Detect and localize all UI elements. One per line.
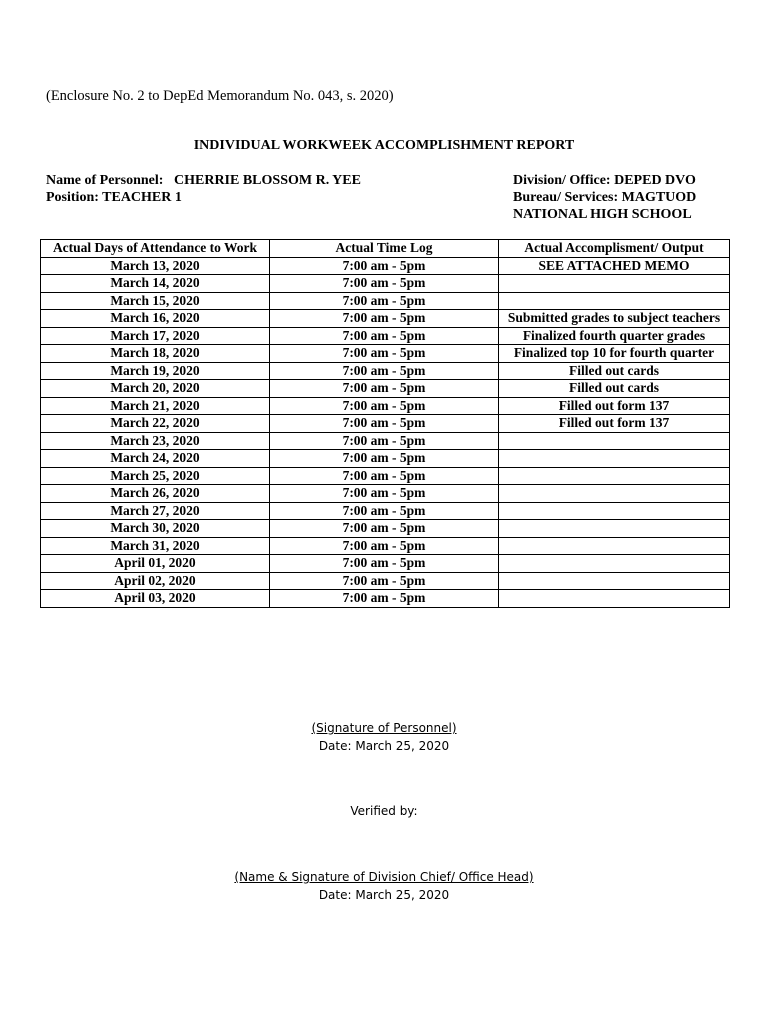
personnel-name-value: CHERRIE BLOSSOM R. YEE bbox=[174, 173, 361, 188]
cell-date: March 31, 2020 bbox=[41, 537, 270, 555]
cell-time-log: 7:00 am - 5pm bbox=[270, 590, 499, 608]
cell-output: Finalized fourth quarter grades bbox=[499, 327, 730, 345]
verified-block bbox=[0, 802, 768, 820]
bureau-label: Bureau/ Services: bbox=[513, 190, 619, 205]
personnel-name-label: Name of Personnel: bbox=[46, 173, 164, 188]
personnel-signature-label: (Signature of Personnel) bbox=[311, 721, 457, 735]
table-row bbox=[41, 397, 730, 415]
table-row bbox=[41, 310, 730, 328]
table-row bbox=[41, 537, 730, 555]
table-row bbox=[41, 432, 730, 450]
personnel-info bbox=[46, 172, 361, 206]
cell-date: March 19, 2020 bbox=[41, 362, 270, 380]
cell-output bbox=[499, 485, 730, 503]
table-row bbox=[41, 590, 730, 608]
cell-output: Filled out form 137 bbox=[499, 415, 730, 433]
cell-output: Submitted grades to subject teachers bbox=[499, 310, 730, 328]
cell-date: March 16, 2020 bbox=[41, 310, 270, 328]
chief-signature-label: (Name & Signature of Division Chief/ Office Head) bbox=[234, 870, 534, 884]
cell-time-log: 7:00 am - 5pm bbox=[270, 345, 499, 363]
personnel-signature-block bbox=[0, 719, 768, 755]
cell-date: March 20, 2020 bbox=[41, 380, 270, 398]
cell-output bbox=[499, 555, 730, 573]
cell-time-log: 7:00 am - 5pm bbox=[270, 257, 499, 275]
cell-date: March 23, 2020 bbox=[41, 432, 270, 450]
cell-time-log: 7:00 am - 5pm bbox=[270, 292, 499, 310]
cell-output bbox=[499, 572, 730, 590]
cell-time-log: 7:00 am - 5pm bbox=[270, 380, 499, 398]
cell-output: Filled out form 137 bbox=[499, 397, 730, 415]
table-row bbox=[41, 485, 730, 503]
cell-date: March 21, 2020 bbox=[41, 397, 270, 415]
personnel-signature-date: Date: March 25, 2020 bbox=[318, 739, 450, 753]
cell-date: March 18, 2020 bbox=[41, 345, 270, 363]
cell-output bbox=[499, 537, 730, 555]
cell-time-log: 7:00 am - 5pm bbox=[270, 467, 499, 485]
table-row bbox=[41, 572, 730, 590]
cell-output bbox=[499, 450, 730, 468]
personnel-position-line bbox=[46, 189, 361, 206]
cell-date: April 01, 2020 bbox=[41, 555, 270, 573]
cell-date: March 17, 2020 bbox=[41, 327, 270, 345]
cell-date: March 15, 2020 bbox=[41, 292, 270, 310]
table-row bbox=[41, 362, 730, 380]
bureau-value-line2: NATIONAL HIGH SCHOOL bbox=[513, 207, 692, 222]
division-label: Division/ Office: bbox=[513, 173, 611, 188]
table-row bbox=[41, 327, 730, 345]
cell-output: Filled out cards bbox=[499, 362, 730, 380]
verified-label: Verified by: bbox=[350, 804, 418, 818]
cell-date: March 14, 2020 bbox=[41, 275, 270, 293]
cell-time-log: 7:00 am - 5pm bbox=[270, 485, 499, 503]
cell-output bbox=[499, 520, 730, 538]
cell-output bbox=[499, 502, 730, 520]
cell-time-log: 7:00 am - 5pm bbox=[270, 450, 499, 468]
table-row bbox=[41, 555, 730, 573]
cell-time-log: 7:00 am - 5pm bbox=[270, 415, 499, 433]
bureau-value: MAGTUOD bbox=[621, 190, 697, 205]
table-row bbox=[41, 345, 730, 363]
table-row bbox=[41, 380, 730, 398]
personnel-position-label: Position: bbox=[46, 190, 99, 205]
table-row bbox=[41, 292, 730, 310]
chief-signature-block bbox=[0, 868, 768, 904]
cell-time-log: 7:00 am - 5pm bbox=[270, 397, 499, 415]
cell-time-log: 7:00 am - 5pm bbox=[270, 310, 499, 328]
cell-time-log: 7:00 am - 5pm bbox=[270, 572, 499, 590]
header-time-log: Actual Time Log bbox=[270, 240, 499, 258]
cell-output: SEE ATTACHED MEMO bbox=[499, 257, 730, 275]
cell-date: March 13, 2020 bbox=[41, 257, 270, 275]
personnel-name-line bbox=[46, 172, 361, 189]
cell-date: March 26, 2020 bbox=[41, 485, 270, 503]
cell-output: Filled out cards bbox=[499, 380, 730, 398]
cell-time-log: 7:00 am - 5pm bbox=[270, 275, 499, 293]
table-row bbox=[41, 450, 730, 468]
cell-date: April 03, 2020 bbox=[41, 590, 270, 608]
personnel-position-value: TEACHER 1 bbox=[102, 190, 182, 205]
cell-date: March 30, 2020 bbox=[41, 520, 270, 538]
table-row bbox=[41, 502, 730, 520]
table-header-row bbox=[41, 240, 730, 258]
cell-time-log: 7:00 am - 5pm bbox=[270, 362, 499, 380]
cell-time-log: 7:00 am - 5pm bbox=[270, 432, 499, 450]
cell-date: March 27, 2020 bbox=[41, 502, 270, 520]
table-row bbox=[41, 467, 730, 485]
chief-signature-date: Date: March 25, 2020 bbox=[318, 888, 450, 902]
cell-time-log: 7:00 am - 5pm bbox=[270, 555, 499, 573]
enclosure-note: (Enclosure No. 2 to DepEd Memorandum No. 043, s. 2020) bbox=[46, 88, 394, 104]
table-row bbox=[41, 275, 730, 293]
header-output: Actual Accomplisment/ Output bbox=[499, 240, 730, 258]
cell-output bbox=[499, 275, 730, 293]
bureau-line bbox=[513, 189, 696, 206]
cell-time-log: 7:00 am - 5pm bbox=[270, 327, 499, 345]
table-body bbox=[41, 257, 730, 607]
cell-output bbox=[499, 432, 730, 450]
cell-date: March 22, 2020 bbox=[41, 415, 270, 433]
cell-date: March 24, 2020 bbox=[41, 450, 270, 468]
division-line bbox=[513, 172, 696, 189]
table-row bbox=[41, 257, 730, 275]
cell-output bbox=[499, 467, 730, 485]
cell-date: April 02, 2020 bbox=[41, 572, 270, 590]
cell-time-log: 7:00 am - 5pm bbox=[270, 502, 499, 520]
report-title: INDIVIDUAL WORKWEEK ACCOMPLISHMENT REPORT bbox=[193, 138, 575, 153]
cell-output: Finalized top 10 for fourth quarter bbox=[499, 345, 730, 363]
cell-output bbox=[499, 292, 730, 310]
attendance-table bbox=[40, 239, 730, 608]
header-days: Actual Days of Attendance to Work bbox=[41, 240, 270, 258]
table-row bbox=[41, 520, 730, 538]
cell-time-log: 7:00 am - 5pm bbox=[270, 537, 499, 555]
office-info bbox=[513, 172, 696, 223]
cell-time-log: 7:00 am - 5pm bbox=[270, 520, 499, 538]
division-value: DEPED DVO bbox=[614, 173, 696, 188]
table-row bbox=[41, 415, 730, 433]
cell-output bbox=[499, 590, 730, 608]
cell-date: March 25, 2020 bbox=[41, 467, 270, 485]
